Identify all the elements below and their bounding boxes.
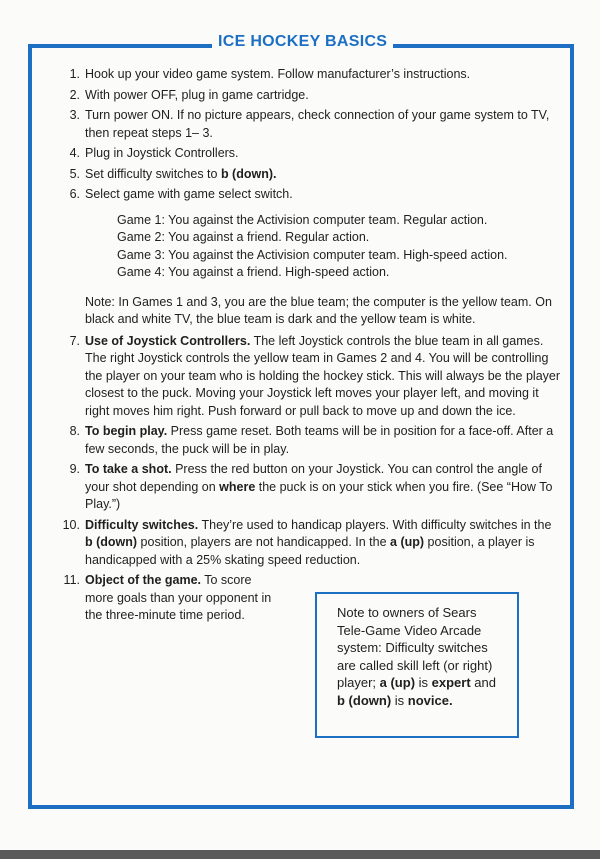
step-5 xyxy=(60,166,560,184)
note-bold: novice. xyxy=(407,692,453,708)
note-bold: a (up) xyxy=(379,675,416,690)
step-bold: where xyxy=(219,479,256,494)
note-bold: b (down) xyxy=(337,692,392,708)
step-9 xyxy=(60,461,560,514)
scan-edge xyxy=(0,850,600,859)
step-3 xyxy=(60,107,560,142)
game-1: Game 1: You against the Activision computer team. Regular action. xyxy=(117,212,488,227)
game-2: Game 2: You against a friend. Regular action. xyxy=(117,230,370,244)
step-2 xyxy=(60,87,560,105)
step-1 xyxy=(60,66,560,84)
step-text: position, a player is handicapped with a 25% skating speed reduction. xyxy=(85,535,535,567)
step-text: the puck is on your stick when you fire. (See “How To Play.”) xyxy=(85,479,553,511)
step-number: 2. xyxy=(69,87,80,102)
step-text: Select game with game select switch. xyxy=(85,187,293,201)
step-10 xyxy=(60,517,560,570)
step-number: 3. xyxy=(69,108,80,122)
step-bold: b (down). xyxy=(220,166,277,181)
step-bold: b (down) xyxy=(85,535,138,549)
step-text: Plug in Joystick Controllers. xyxy=(85,146,239,160)
step-heading: Object of the game. xyxy=(85,573,201,587)
step-6 xyxy=(60,186,560,204)
step-number: 10. xyxy=(62,517,80,532)
step-heading: Use of Joystick Controllers. xyxy=(85,333,251,348)
page-title: ICE HOCKEY BASICS xyxy=(212,30,393,54)
sears-note-box xyxy=(315,592,519,738)
step-text: position, players are not handicapped. In the xyxy=(137,535,391,549)
step-4 xyxy=(60,145,560,163)
step-number: 1. xyxy=(69,67,80,81)
game-list xyxy=(117,212,560,282)
note-text: is xyxy=(415,675,432,690)
note-bold: expert xyxy=(431,675,471,690)
step-text: Set difficulty switches to xyxy=(85,166,221,181)
step-text: Hook up your video game system. Follow manufacturer’s instructions. xyxy=(85,67,471,81)
game-3: Game 3: You against the Activision computer team. High-speed action. xyxy=(117,247,508,262)
step-text: With power OFF, plug in game cartridge. xyxy=(85,87,309,102)
step-text: Press the red button on your Joystick. You can control the angle of your shot depending on xyxy=(85,462,542,494)
step-number: 8. xyxy=(69,424,80,438)
step-heading: To begin play. xyxy=(85,424,168,438)
team-note: Note: In Games 1 and 3, you are the blue team; the computer is the yellow team. On black and white TV, the blue team is dark and the yellow team is white. xyxy=(85,294,552,326)
step-number: 5. xyxy=(69,166,80,181)
step-text: The left Joystick controls the blue team in all games. The right Joystick controls the yellow team in Games 2 and 4. You will be controlling the player on your team who is holding the hockey stick. This will always be the player closest to the puck. Moving your Joystick left moves your player left, and moving it right moves him right. Push forward or pull back to move up and down the ice. xyxy=(85,333,561,418)
step-number: 11. xyxy=(63,573,80,587)
step-8 xyxy=(60,423,560,458)
step-text: They’re used to handicap players. With difficulty switches in the xyxy=(198,517,552,532)
step-text: Press game reset. Both teams will be in position for a face-off. After a few seconds, the puck will be in play. xyxy=(85,424,554,456)
step-text: Turn power ON. If no picture appears, check connection of your game system to TV, then repeat steps 1– 3. xyxy=(85,108,550,140)
step-number: 9. xyxy=(69,462,80,476)
step-heading: Difficulty switches. xyxy=(85,517,199,532)
note-text: and xyxy=(470,675,496,690)
step-number: 6. xyxy=(69,187,80,201)
instructions xyxy=(60,66,560,628)
step-bold: a (up) xyxy=(390,535,425,549)
step-text: To score more goals than your opponent in the three-minute time period. xyxy=(85,573,272,622)
game-4: Game 4: You against a friend. High-speed action. xyxy=(117,265,390,279)
step-heading: To take a shot. xyxy=(85,462,172,476)
note-text: is xyxy=(391,692,408,708)
step-7 xyxy=(60,333,560,421)
step-number: 4. xyxy=(69,146,80,160)
note-text: Note to owners of Sears Tele-Game Video Arcade system: Difficulty switches are called skill left (or right) player; xyxy=(337,605,493,690)
step-number: 7. xyxy=(69,333,80,348)
